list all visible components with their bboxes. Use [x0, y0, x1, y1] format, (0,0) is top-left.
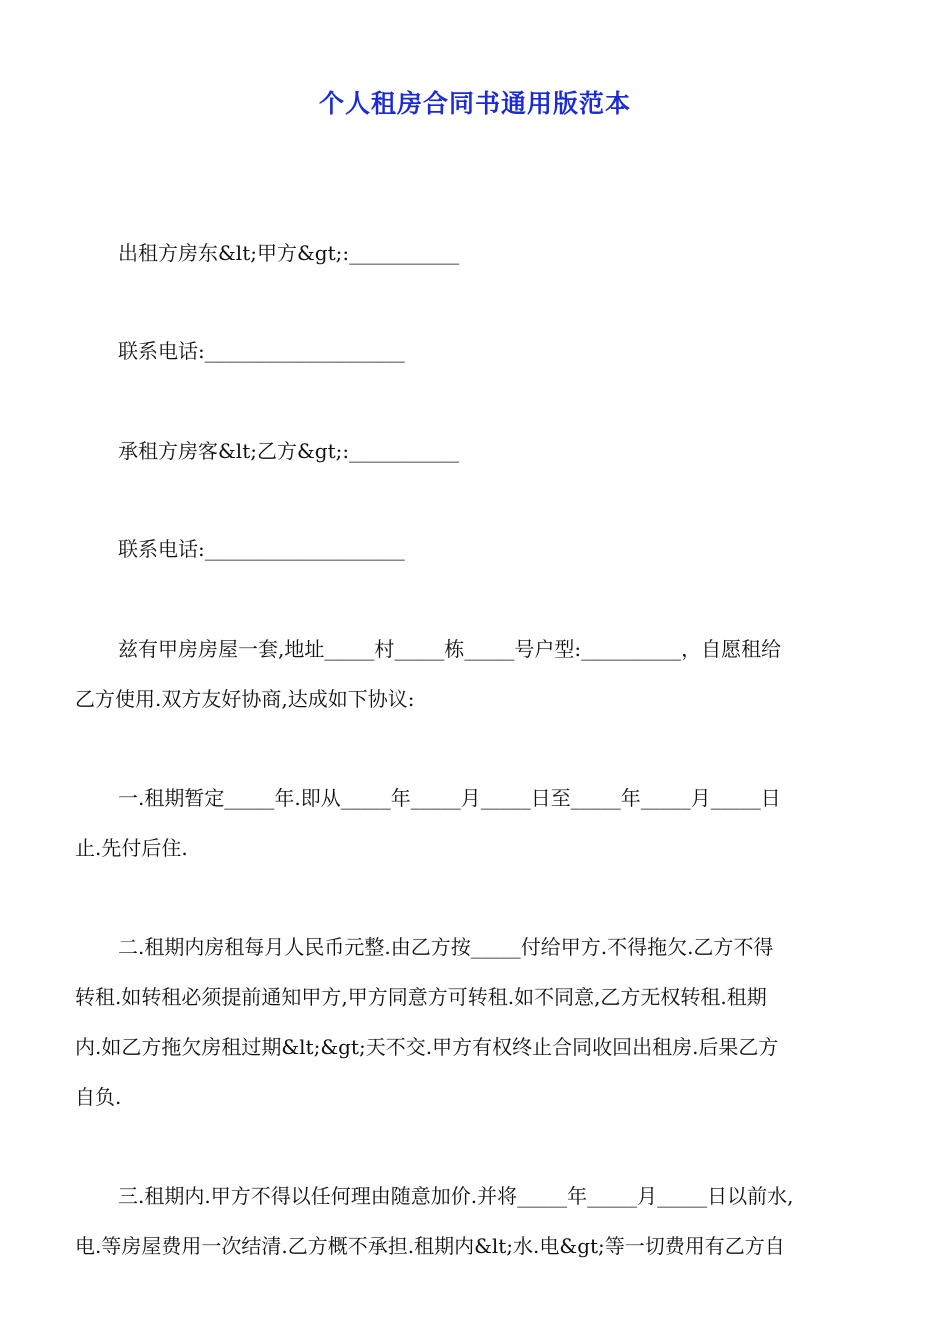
clause-1-line-2: 止.先付后住. [75, 836, 188, 860]
tenant-line: 承租方房客&lt;乙方&gt;:___________ [118, 439, 460, 463]
clause-2-line-1: 二.租期内房租每月人民币元整.由乙方按_____付给甲方.不得拖欠.乙方不得 [118, 935, 774, 959]
intro-paragraph-line-1: 兹有甲房房屋一套,地址_____村_____栋_____号户型:__________，自愿租给 [118, 637, 782, 661]
clause-2-line-3: 内.如乙方拖欠房租过期&lt;&gt;天不交.甲方有权终止合同收回出租房.后果乙方 [75, 1035, 779, 1059]
clause-2-line-4: 自负. [75, 1085, 122, 1109]
tenant-phone-line: 联系电话:____________________ [118, 537, 405, 561]
intro-paragraph-line-2: 乙方使用.双方友好协商,达成如下协议: [75, 687, 415, 711]
document-title: 个人租房合同书通用版范本 [318, 89, 631, 118]
clause-3-line-2: 电.等房屋费用一次结清.乙方概不承担.租期内&lt;水.电&gt;等一切费用有乙方自 [75, 1234, 785, 1258]
clause-3-line-1: 三.租期内.甲方不得以任何理由随意加价.并将_____年_____月_____日以前水, [118, 1184, 794, 1208]
landlord-line: 出租方房东&lt;甲方&gt;:___________ [118, 241, 460, 265]
landlord-phone-line: 联系电话:____________________ [118, 339, 405, 363]
clause-2-line-2: 转租.如转租必须提前通知甲方,甲方同意方可转租.如不同意,乙方无权转租.租期 [75, 985, 767, 1009]
clause-1-line-1: 一.租期暂定_____年.即从_____年_____月_____日至_____年_____月_____日 [118, 786, 781, 810]
